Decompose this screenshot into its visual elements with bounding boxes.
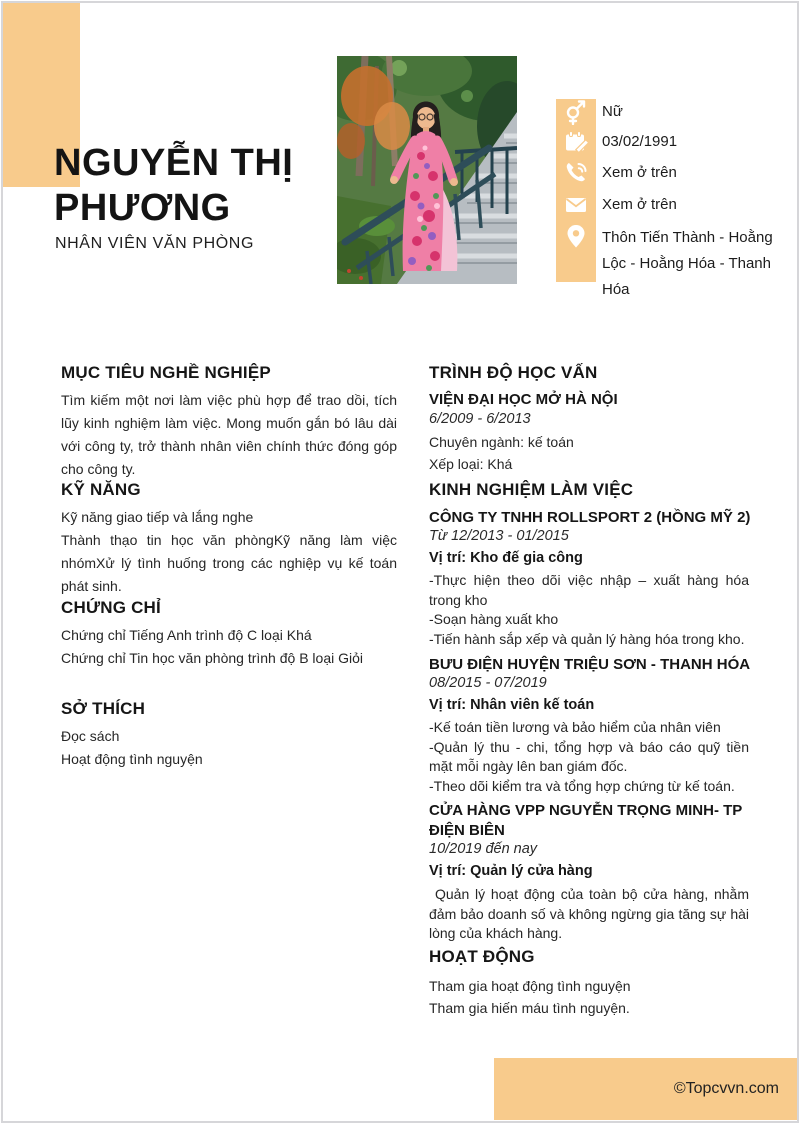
footer-credit: ©Topcvvn.com bbox=[673, 1080, 779, 1097]
person-job-title: NHÂN VIÊN VĂN PHÒNG bbox=[55, 235, 254, 252]
location-icon bbox=[563, 223, 589, 249]
activity-line: Tham gia hiến máu tình nguyện. bbox=[429, 1000, 630, 1016]
job-detail-line: -Quản lý thu - chi, tổng hợp và báo cáo quỹ tiền mặt mỗi ngày lên ban giám đốc. bbox=[429, 738, 749, 774]
contact-birthday: 03/02/1991 bbox=[602, 133, 678, 150]
gender-icon bbox=[563, 99, 589, 125]
job-details bbox=[429, 571, 749, 649]
job-position: Vị trí: Quản lý cửa hàng bbox=[429, 863, 593, 879]
cv-page bbox=[1, 1, 799, 1123]
objective-text: Tìm kiếm một nơi làm việc phù hợp để trao dồi, tích lũy kinh nghiệm làm việc. Mong muốn gắn bó lâu dài với công ty, trở thành nhân viên chính thức đóng góp cho công ty. bbox=[61, 392, 397, 477]
contact-icon-bar bbox=[556, 99, 596, 282]
skill-line: Kỹ năng giao tiếp và lắng nghe bbox=[61, 509, 254, 525]
job-position: Vị trí: Kho đế gia công bbox=[429, 550, 583, 566]
job-dates: Từ 12/2013 - 01/2015 bbox=[429, 528, 569, 544]
contact-email: Xem ở trên bbox=[602, 196, 677, 213]
contact-phone: Xem ở trên bbox=[602, 164, 677, 181]
person-name: NGUYỄN THỊ PHƯƠNG bbox=[54, 142, 294, 229]
heading-objective: MỤC TIÊU NGHỀ NGHIỆP bbox=[61, 363, 271, 382]
job-detail-line: -Thực hiện theo dõi việc nhập – xuất hàng hóa trong kho bbox=[429, 572, 749, 608]
education-major: Chuyên ngành: kế toán bbox=[429, 434, 574, 450]
job-detail-line: -Theo dõi kiểm tra và tổng hợp chứng từ kế toán. bbox=[429, 777, 735, 794]
heading-hobbies: SỞ THÍCH bbox=[61, 699, 146, 718]
job-detail-line: -Kế toán tiền lương và bảo hiểm của nhân viên bbox=[429, 719, 721, 735]
phone-icon bbox=[563, 160, 589, 186]
job-detail-line: Quản lý hoạt động của toàn bộ cửa hàng, nhằm đảm bảo doanh số và không ngừng gia tăng sự hài lòng của khách hàng. bbox=[429, 886, 749, 941]
calendar-icon bbox=[563, 129, 589, 155]
job-company: BƯU ĐIỆN HUYỆN TRIỆU SƠN - THANH HÓA bbox=[429, 656, 751, 673]
job-details bbox=[429, 718, 749, 796]
contact-gender: Nữ bbox=[602, 103, 623, 120]
job-position: Vị trí: Nhân viên kế toán bbox=[429, 697, 595, 713]
education-dates: 6/2009 - 6/2013 bbox=[429, 411, 531, 427]
heading-experience: KINH NGHIỆM LÀM VIỆC bbox=[429, 480, 634, 499]
email-icon bbox=[563, 192, 589, 218]
certificate-line: Chứng chỉ Tin học văn phòng trình độ B loại Giỏi bbox=[61, 650, 363, 666]
profile-photo bbox=[337, 56, 517, 284]
footer-bar bbox=[494, 1058, 797, 1120]
job-detail-line: -Soạn hàng xuất kho bbox=[429, 611, 559, 627]
heading-activities: HOẠT ĐỘNG bbox=[429, 947, 535, 966]
activity-line: Tham gia hoạt động tình nguyện bbox=[429, 978, 631, 994]
skill-line: Thành thạo tin học văn phòngKỹ năng làm việc nhómXử lý tình huống trong các nghiệp vụ kế toán phát sinh. bbox=[61, 532, 397, 594]
contact-address: Thôn Tiến Thành - Hoằng Lộc - Hoằng Hóa - Thanh Hóa bbox=[602, 229, 773, 298]
education-school: VIỆN ĐẠI HỌC MỞ HÀ NỘI bbox=[429, 391, 618, 408]
certificate-line: Chứng chỉ Tiếng Anh trình độ C loại Khá bbox=[61, 627, 312, 643]
job-dates: 08/2015 - 07/2019 bbox=[429, 675, 547, 691]
heading-certificates: CHỨNG CHỈ bbox=[61, 598, 161, 617]
heading-education: TRÌNH ĐỘ HỌC VẤN bbox=[429, 363, 598, 382]
job-detail-line: -Tiến hành sắp xếp và quản lý hàng hóa trong kho. bbox=[429, 630, 745, 647]
job-company: CỬA HÀNG VPP NGUYỄN TRỌNG MINH- TP ĐIỆN BIÊN bbox=[429, 802, 743, 839]
education-grade: Xếp loại: Khá bbox=[429, 456, 513, 472]
heading-skills: KỸ NĂNG bbox=[61, 480, 141, 499]
job-company: CÔNG TY TNHH ROLLSPORT 2 (HỒNG MỸ 2) bbox=[429, 509, 751, 526]
hobby-line: Đọc sách bbox=[61, 728, 120, 744]
hobby-line: Hoạt động tình nguyện bbox=[61, 751, 203, 767]
job-dates: 10/2019 đến nay bbox=[429, 841, 538, 857]
